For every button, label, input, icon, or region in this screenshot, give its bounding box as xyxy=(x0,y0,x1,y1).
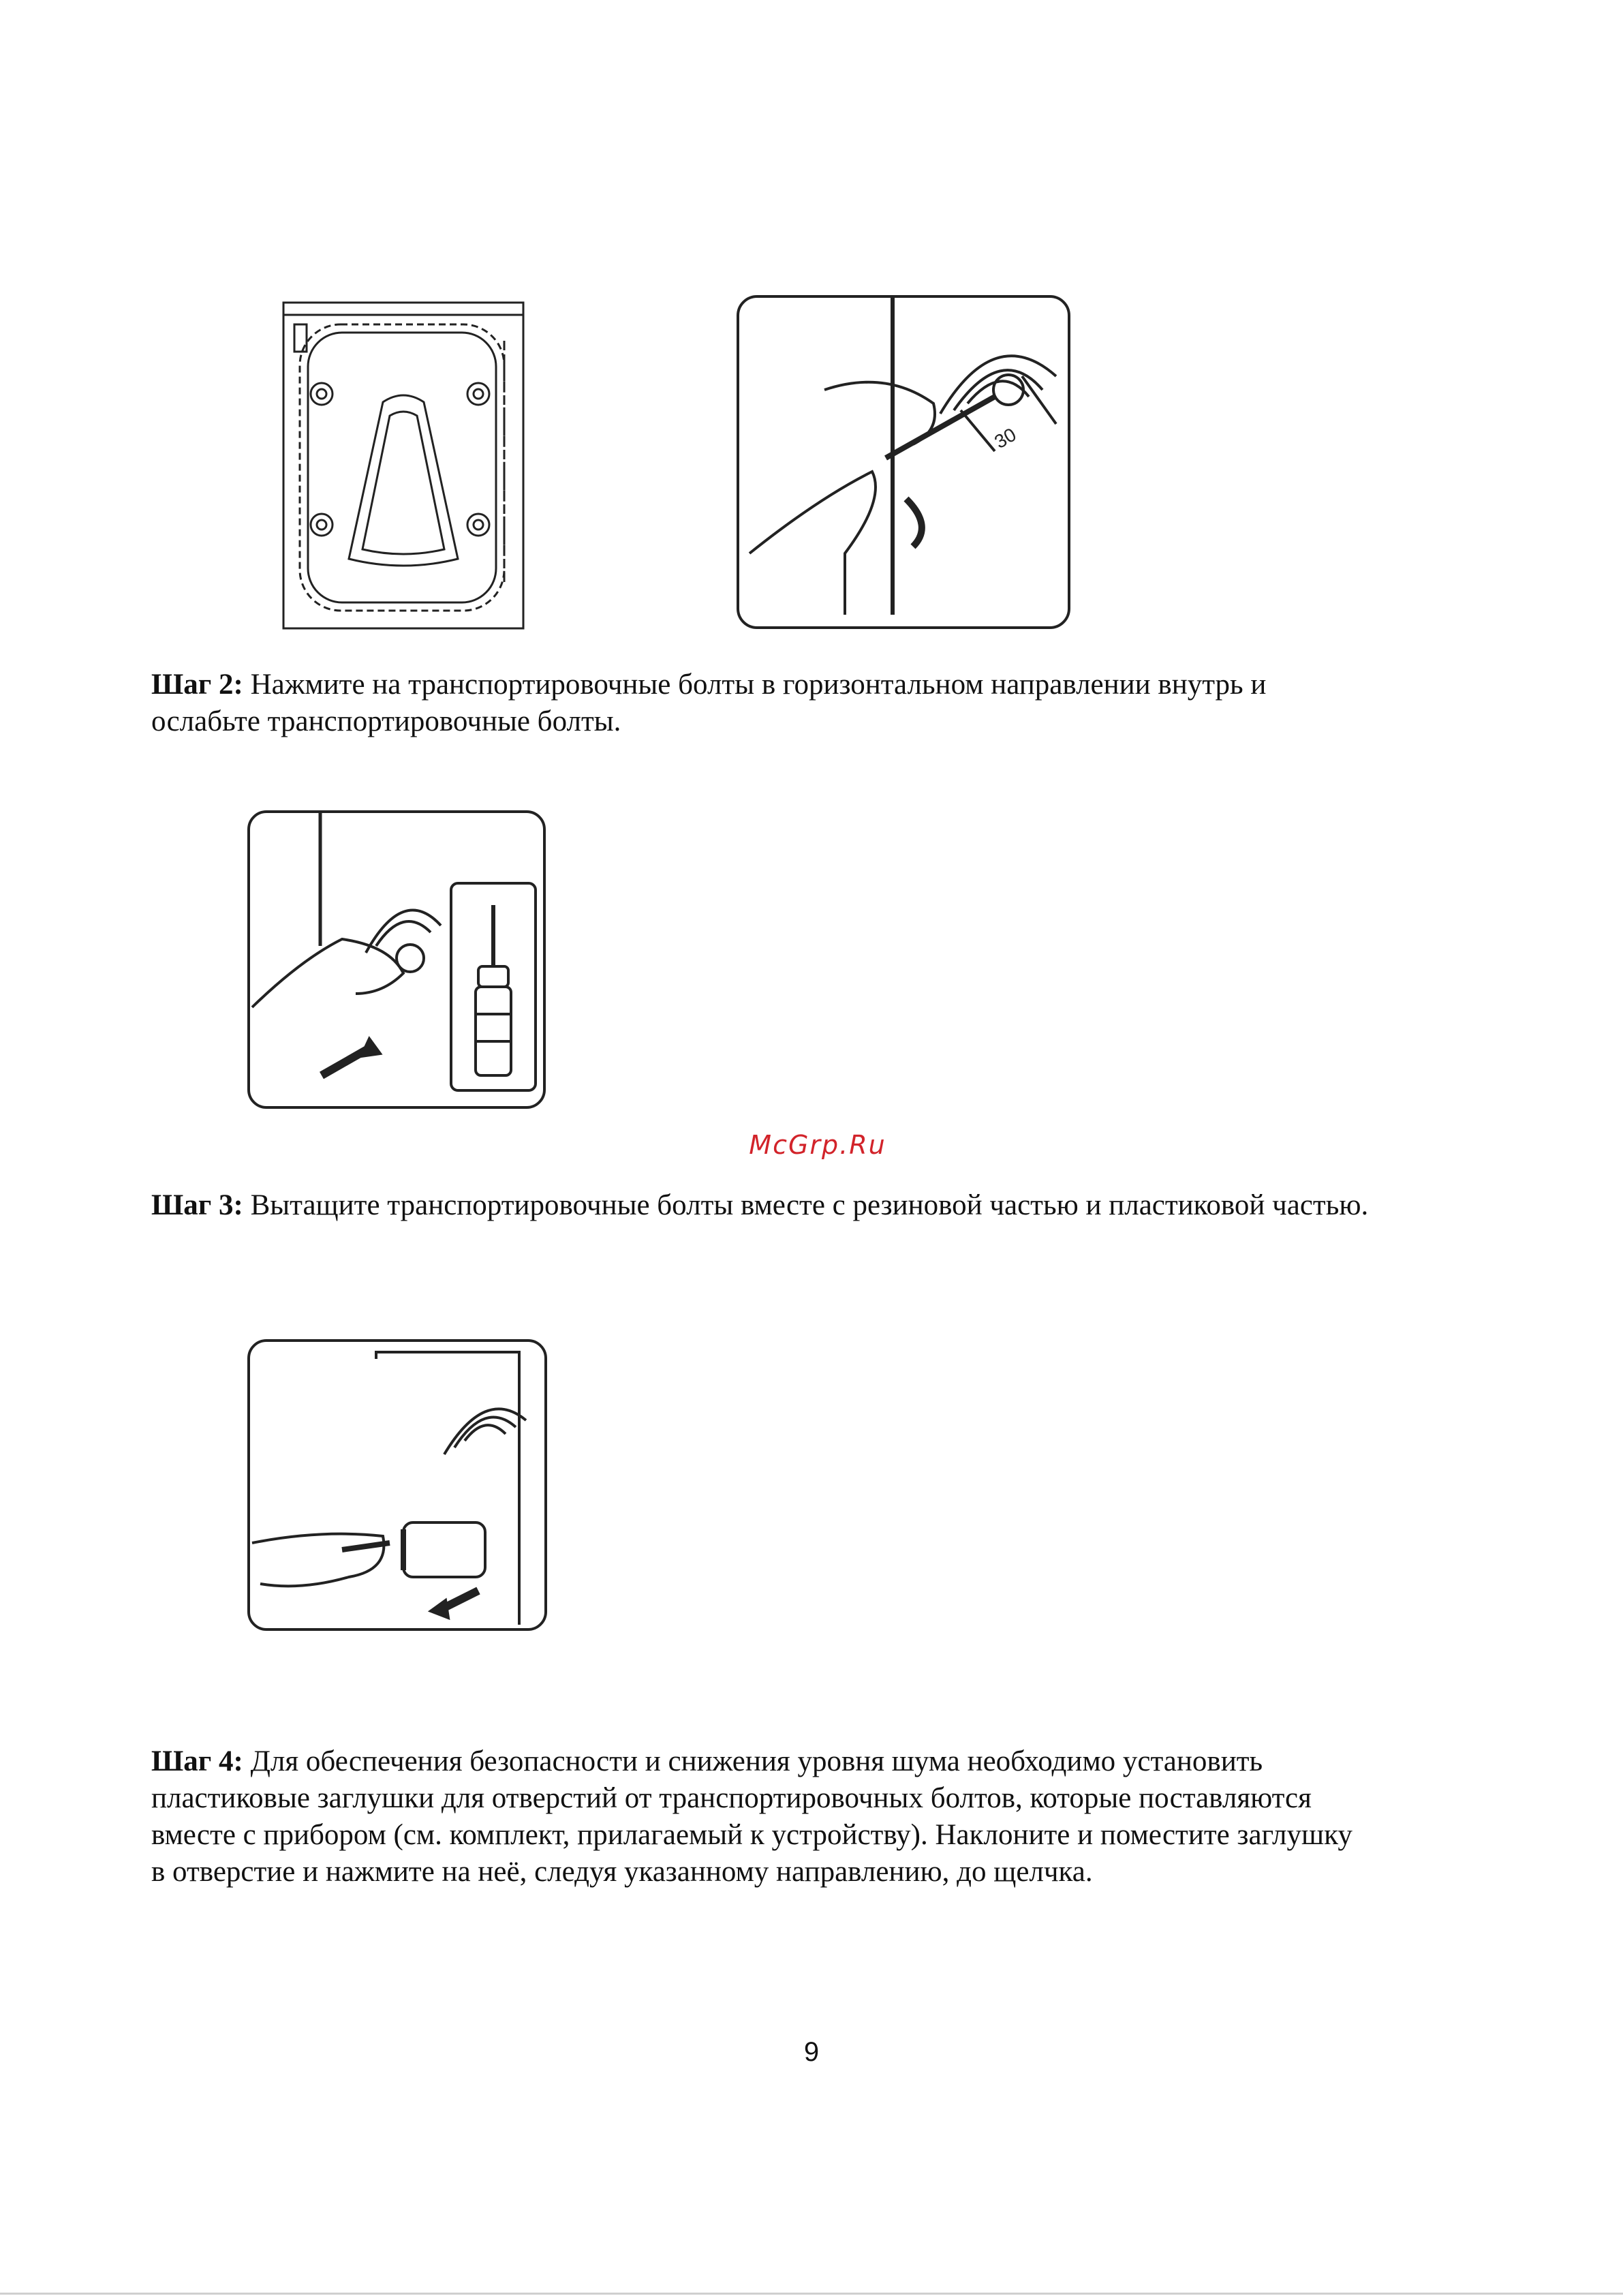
step4-line-2: пластиковые заглушки для отверстий от транспортировочных болтов, которые поставляются xyxy=(151,1782,1312,1814)
bolt-loosen-figure xyxy=(736,294,1071,630)
step4-label: Шаг 4: xyxy=(151,1745,243,1777)
dimension-label: 30 xyxy=(991,423,1020,453)
bolt-remove-figure xyxy=(247,810,546,1109)
washer-rear-view-figure xyxy=(281,300,526,631)
step3-paragraph xyxy=(151,1187,1487,1224)
step4-line-4: в отверстие и нажмите на неё, следуя указанному направлению, до щелчка. xyxy=(151,1856,1093,1888)
step4-line-1: Для обеспечения безопасности и снижения уровня шума необходимо установить xyxy=(250,1745,1263,1777)
step3-line-1: Вытащите транспортировочные болты вместе с резиновой частью и пластиковой частью. xyxy=(250,1189,1369,1221)
page-bottom-divider xyxy=(0,2293,1623,2295)
step2-line-2: ослабьте транспортировочные болты. xyxy=(151,705,621,737)
step4-paragraph xyxy=(151,1743,1487,1891)
step2-label: Шаг 2: xyxy=(151,669,243,701)
step3-label: Шаг 3: xyxy=(151,1189,243,1221)
step2-paragraph xyxy=(151,667,1487,740)
watermark: McGrp.Ru xyxy=(749,1130,886,1160)
step4-line-3: вместе с прибором (см. комплект, прилагаемый к устройству). Наклоните и поместите заглушку xyxy=(151,1819,1352,1851)
cap-insert-figure xyxy=(247,1338,548,1632)
step2-line-1: Нажмите на транспортировочные болты в горизонтальном направлении внутрь и xyxy=(250,669,1267,701)
page-number: 9 xyxy=(803,2037,820,2067)
